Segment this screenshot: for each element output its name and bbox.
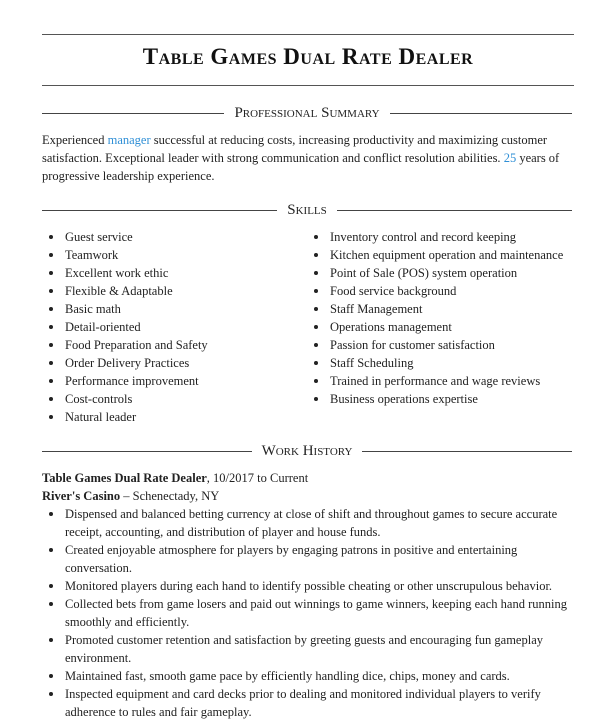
summary-link-manager[interactable]: manager <box>107 133 151 147</box>
skill-item: Business operations expertise <box>307 390 563 408</box>
skill-item: Detail-oriented <box>42 318 208 336</box>
job-title: Table Games Dual Rate Dealer <box>42 471 207 485</box>
skill-item: Cost-controls <box>42 390 208 408</box>
skill-item: Excellent work ethic <box>42 264 208 282</box>
skill-item: Inventory control and record keeping <box>307 228 563 246</box>
skill-item: Guest service <box>42 228 208 246</box>
job-company-line <box>42 487 219 505</box>
section-title-summary: Professional Summary <box>234 105 380 121</box>
section-title-skills: Skills <box>287 202 327 218</box>
job-dates: , 10/2017 to Current <box>206 471 309 485</box>
job-duty: Maintained fast, smooth game pace by efficiently handling dice, chips, money and cards. <box>42 667 572 685</box>
section-header-summary <box>42 105 572 122</box>
section-header-work <box>42 443 572 460</box>
skill-item: Staff Scheduling <box>307 354 563 372</box>
skills-list-right <box>307 228 563 408</box>
summary-text: Experienced manager successful at reducing costs, increasing productivity and maximizing customer satisfaction. Exceptional leader with strong communication and conflict resolution abilities. 25 years of progressive leadership experience. <box>42 133 560 183</box>
job-company: River's Casino <box>42 489 121 503</box>
job-duties-list <box>42 505 572 721</box>
job-location: – Schenectady, NY <box>120 489 220 503</box>
skill-item: Passion for customer satisfaction <box>307 336 563 354</box>
job-duty: Promoted customer retention and satisfaction by greeting guests and encouraging fun gameplay environment. <box>42 631 572 667</box>
skill-item: Point of Sale (POS) system operation <box>307 264 563 282</box>
header-rule-bottom <box>42 85 574 86</box>
candidate-name: Table Games Dual Rate Dealer <box>142 44 474 69</box>
job-duty: Monitored players during each hand to identify possible cheating or other unscrupulous behavior. <box>42 577 572 595</box>
skill-item: Food service background <box>307 282 563 300</box>
header-rule-top <box>42 34 574 35</box>
skills-list-left <box>42 228 208 426</box>
skill-item: Performance improvement <box>42 372 208 390</box>
skill-item: Staff Management <box>307 300 563 318</box>
skill-item: Flexible & Adaptable <box>42 282 208 300</box>
job-title-line <box>42 469 308 487</box>
section-header-skills <box>42 202 572 219</box>
skill-item: Teamwork <box>42 246 208 264</box>
skill-item: Kitchen equipment operation and maintenance <box>307 246 563 264</box>
skill-item: Natural leader <box>42 408 208 426</box>
job-duty: Created enjoyable atmosphere for players by engaging patrons in positive and entertaining conversation. <box>42 541 572 577</box>
skill-item: Operations management <box>307 318 563 336</box>
job-duty: Collected bets from game losers and paid out winnings to game winners, keeping each hand running smoothly and efficiently. <box>42 595 572 631</box>
skill-item: Basic math <box>42 300 208 318</box>
skill-item: Food Preparation and Safety <box>42 336 208 354</box>
section-title-work: Work History <box>261 443 353 459</box>
job-duty: Inspected equipment and card decks prior to dealing and monitored individual players to verify adherence to rules and fair gameplay. <box>42 685 572 721</box>
skill-item: Order Delivery Practices <box>42 354 208 372</box>
summary-link-years[interactable]: 25 <box>503 151 517 165</box>
job-duty: Dispensed and balanced betting currency at close of shift and throughout games to secure accurate receipt, accounting, and distribution of player and house funds. <box>42 505 572 541</box>
skill-item: Trained in performance and wage reviews <box>307 372 563 390</box>
